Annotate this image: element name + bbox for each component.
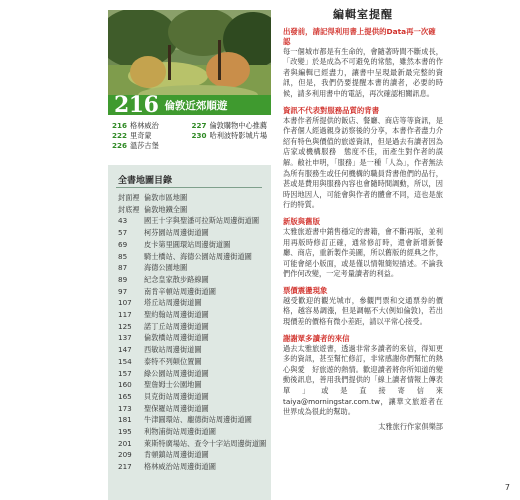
map-name: 皮卡第里圓環站周邊街道圖 (144, 239, 231, 249)
map-page-ref: 87 (118, 263, 128, 273)
editor-note-heading: 謝謝眾多讀者的來信 (283, 333, 350, 343)
map-index-row[interactable] (118, 368, 268, 380)
map-name: 南肯辛頓站周邊街道圖 (144, 286, 216, 296)
map-name: 貝克街站周邊街道圖 (144, 391, 209, 401)
map-index-row[interactable] (118, 262, 268, 274)
map-name: 格林威治站周邊街道圖 (144, 462, 216, 472)
map-page-ref: 85 (118, 251, 128, 261)
map-name: 諾丁丘站周邊街道圖 (144, 321, 209, 331)
toc-entry[interactable]: 226 溫莎古堡 (112, 141, 159, 151)
map-name: 聖詹姆士公園地圖 (144, 380, 202, 390)
editor-note (283, 286, 443, 328)
map-page-ref: 217 (118, 462, 132, 472)
map-index-row[interactable] (118, 274, 268, 286)
map-name: 聖保羅站周邊街道圖 (144, 403, 209, 413)
editor-note-heading: 新版與舊版 (283, 216, 320, 226)
map-page-ref: 89 (118, 274, 128, 284)
map-page-ref: 137 (118, 333, 132, 343)
map-page-ref: 107 (118, 298, 132, 308)
map-index-row[interactable] (118, 356, 268, 368)
left-column (108, 0, 271, 500)
map-index-row[interactable] (118, 461, 268, 473)
signature: 太雅旅行作家俱樂部 (378, 421, 443, 431)
map-name: 綠公園站周邊街道圖 (144, 368, 209, 378)
map-index-row[interactable] (118, 297, 268, 309)
map-page-ref: 157 (118, 368, 132, 378)
map-name: 國王十字與聖潘可拉斯站周邊街道圖 (144, 216, 260, 226)
map-index-panel (108, 165, 271, 500)
map-index-row[interactable] (118, 403, 268, 415)
editor-note-body: 本書作者所提供的飯店、餐廳、商店等等資訊，是作者個人經過親身訪察後的分享，本書作者盡力介紹有特色與價值的旅遊資訊，但是過去有讀者因為店家或機構服務 態度不佳，而產生對作者的誤解。敝社申明，「服務」是一種「人為」，作者無法為所有服務生或任何機構的職員背書他們的品行，甚或是費用與服務內容也會隨時間調動，所以，因時因地因人，可能會與作者的體會不同，這也是旅行的特質。 (283, 115, 443, 210)
map-name: 泰特不列顛位置圖 (144, 356, 202, 366)
section-toc (112, 121, 271, 152)
map-name: 西敏站周邊街道圖 (144, 345, 202, 355)
map-index-row[interactable] (118, 391, 268, 403)
map-index-row[interactable] (118, 251, 268, 263)
map-page-ref: 147 (118, 345, 132, 355)
toc-entry[interactable]: 230 哈利波特影城片場 (191, 131, 268, 141)
map-index-row[interactable] (118, 426, 268, 438)
editor-note (283, 217, 443, 280)
map-index-row[interactable] (118, 379, 268, 391)
map-page-ref: 181 (118, 415, 132, 425)
map-page-ref: 209 (118, 450, 132, 460)
toc-entry[interactable]: 216 格林威治 (112, 121, 159, 130)
map-name: 海德公園地圖 (144, 263, 188, 273)
map-page-ref: 165 (118, 391, 132, 401)
map-page-ref: 160 (118, 380, 132, 390)
map-index-row[interactable] (118, 309, 268, 321)
map-index-list (118, 192, 268, 473)
toc-entry[interactable]: 222 里奇蒙 (112, 131, 152, 141)
map-index-row[interactable] (118, 204, 268, 216)
editor-note-body: 太雅旅遊書中銷售穩定的書籍，會不斷再版，並利用再版時修訂正確，通常修訂時，還會新增新餐廳、商店，重新製作美圖，所以舊版的經典之作，可能會絕小版面，或是僅以情報簡短描述。不論我們作何改變，一定考量讀者的利益。 (283, 226, 443, 279)
toc-row (112, 131, 271, 141)
map-name: 倫敦橋站周邊街道圖 (144, 333, 209, 343)
map-name: 紀念皇家散步路線圖 (144, 274, 209, 284)
map-name: 牛津圓環站、龐德街站周邊街道圖 (144, 415, 252, 425)
map-name: 騎士橋站、海德公園站周邊街道圖 (144, 251, 252, 261)
map-name: 肯頓鎮站周邊街道圖 (144, 450, 209, 460)
map-index-row[interactable] (118, 227, 268, 239)
toc-row (112, 141, 271, 151)
map-name: 利物浦街站周邊街道圖 (144, 427, 216, 437)
map-index-row[interactable] (118, 239, 268, 251)
toc-entry[interactable]: 227 倫敦購物中心推薦 (191, 121, 268, 130)
editor-note (283, 106, 443, 211)
editor-notes (283, 27, 443, 418)
section-title: 倫敦近郊順遊 (164, 99, 228, 112)
map-index-row[interactable] (118, 414, 268, 426)
map-index-row[interactable] (118, 286, 268, 298)
map-page-ref: 117 (118, 310, 132, 320)
map-name: 聖約翰站周邊街道圖 (144, 310, 209, 320)
editor-note-heading: 資訊不代表對服務品質的背書 (283, 105, 380, 115)
editor-note-body: 越受歡迎的觀光城市，參觀門票和交通票券的價格，越容易調漲，但是調幅不大(例如倫敦)，若出現價差的價格有微小差距，請以平常心接受。 (283, 295, 443, 327)
map-page-ref: 封面裡 (118, 193, 140, 202)
map-name: 柯芬園站周邊街道圖 (144, 228, 209, 238)
map-page-ref: 201 (118, 438, 132, 448)
map-name: 倫敦市區地圖 (144, 193, 188, 202)
map-page-ref: 125 (118, 321, 132, 331)
map-index-row[interactable] (118, 192, 268, 204)
map-index-row[interactable] (118, 344, 268, 356)
map-page-ref: 154 (118, 356, 132, 366)
map-page-ref: 69 (118, 239, 128, 249)
divider (116, 187, 262, 188)
section-number: 216 (114, 92, 159, 118)
right-column (283, 0, 443, 500)
map-name: 塔丘站周邊街道圖 (144, 298, 202, 308)
map-index-row[interactable] (118, 332, 268, 344)
page-number: 7 (504, 483, 510, 492)
map-page-ref: 57 (118, 228, 128, 238)
editor-note-heading: 出發前，請記得利用書上提供的Data再一次確認 (283, 26, 436, 46)
editor-note (283, 334, 443, 418)
map-page-ref: 封底裡 (118, 204, 140, 214)
editor-note-body: 每一個城市都是有生命的，會隨著時間不斷成長，「改變」於是成為不可避免的常態，雖然本書的作者與編輯已經盡力，讓書中呈現最新最完整的資訊，但是，我們仍要提醒本書的讀者，必要的時候，請多利用書中的電話，再次確認相關訊息。 (283, 46, 443, 98)
toc-row (112, 121, 271, 131)
map-name: 萊斯特廣場站、查令十字站周邊街道圖 (144, 438, 267, 448)
map-index-title: 全書地圖目錄 (118, 176, 173, 186)
map-index-row[interactable] (118, 449, 268, 461)
map-index-row[interactable] (118, 215, 268, 227)
map-index-row[interactable] (118, 321, 268, 333)
editor-note-body: 過去太雅旅遊書，透過非常多讀者的來信，得知更多的資訊，甚至幫忙修訂，非常感謝你們幫忙的熱心與愛 好旅遊的熱情。歡迎讀者將你所知道的變動後訊息，善用我們提供的「線上讀者情報上傳表單」或是直接寄信來taiya@morningstar.com.tw，讓華文旅遊者在世界成為很此的幫助。 (283, 343, 443, 417)
map-page-ref: 43 (118, 216, 128, 226)
map-name: 倫敦地鐵全圖 (144, 204, 188, 214)
map-page-ref: 97 (118, 286, 128, 296)
section-banner (108, 92, 271, 118)
editor-notes-title: 編輯室提醒 (333, 8, 393, 21)
editor-note (283, 27, 443, 100)
map-page-ref: 195 (118, 427, 132, 437)
editor-note-heading: 票價震盪現象 (283, 285, 328, 295)
map-page-ref: 173 (118, 403, 132, 413)
map-index-row[interactable] (118, 438, 268, 450)
